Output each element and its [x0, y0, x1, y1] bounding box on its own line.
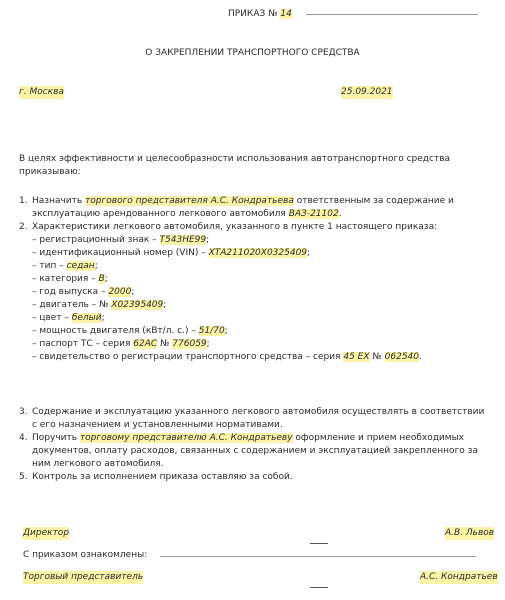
order-items-bottom — [19, 406, 489, 484]
employee-position-field[interactable]: Торговый представитель — [23, 572, 144, 582]
order-item-2: 2. Характеристики легкового автомобиля, указанного в пункте 1 настоящего приказа: – регистрационный знак – Т543НЕ99; – идентификационный номер (VIN) – ХТА211020Х0325409; – тип – седан; – категория – В; – год выпуска – 2000; – двигатель – № Х02395409; – цвет – белый; – мощность двигателя (кВт/л. с.) – 51/70; – паспорт ТС – серия 62АС № 776059; – свидетельство о регистрации транспортного средства – серия 45 ЕХ № 062540. — [19, 221, 489, 364]
year-field[interactable]: 2000 — [108, 287, 132, 297]
passport-number-field[interactable]: 776059 — [172, 339, 207, 349]
type-field[interactable]: седан — [66, 261, 95, 271]
char-vin: – идентификационный номер (VIN) – ХТА211020Х0325409; — [32, 248, 311, 258]
order-title — [228, 8, 292, 21]
plate-field[interactable]: Т543НЕ99 — [159, 235, 207, 245]
director-position-field[interactable]: Директор — [23, 528, 70, 538]
employee-signature-line[interactable] — [310, 587, 328, 588]
char-color: – цвет – белый; — [32, 313, 105, 323]
char-type: – тип – седан; — [32, 261, 98, 271]
char-year: – год выпуска – 2000; — [32, 287, 135, 297]
director-name-field[interactable]: А.В. Львов — [445, 528, 495, 538]
order-title-label: ПРИКАЗ № — [228, 9, 278, 19]
char-category: – категория – В; — [32, 274, 108, 284]
cert-series-field[interactable]: 45 ЕХ — [343, 352, 370, 362]
order-number[interactable]: 14 — [280, 9, 292, 19]
date-field[interactable]: 25.09.2021 — [341, 87, 393, 97]
order-item-5: 5. Контроль за исполнением приказа оставляю за собой. — [19, 472, 293, 482]
cert-number-field[interactable]: 062540 — [384, 352, 420, 362]
power-field[interactable]: 51/70 — [198, 326, 225, 336]
assigned-person-field[interactable]: торговому представителю А.С. Кондратьеву — [79, 433, 293, 443]
category-field[interactable]: В — [98, 274, 105, 284]
place-field[interactable]: г. Москва — [19, 87, 64, 97]
acquainted-rule — [160, 556, 476, 557]
order-item-3: 3. Содержание и эксплуатацию указанного легкового автомобиля осуществлять в соответствии с его назначением и установленными нормативами. — [19, 407, 485, 430]
acquainted-label: С приказом ознакомлены: — [23, 550, 148, 560]
responsible-person-field[interactable]: торгового представителя А.С. Кондратьева — [85, 196, 294, 206]
color-field[interactable]: белый — [71, 313, 102, 323]
order-item-1: 1. Назначить торгового представителя А.С. Кондратьева ответственным за содержание и эксплуатацию арендованного легкового автомобиля ВАЗ-21102. — [19, 196, 454, 219]
director-signature-line[interactable] — [310, 543, 328, 544]
char-certificate: – свидетельство о регистрации транспортного средства – серия 45 ЕХ № 062540. — [32, 352, 422, 362]
employee-name-field[interactable]: А.С. Кондратьев — [420, 572, 498, 582]
car-model-field[interactable]: ВАЗ-21102 — [288, 209, 339, 219]
engine-field[interactable]: Х02395409 — [111, 300, 164, 310]
char-engine: – двигатель – № Х02395409; — [32, 300, 167, 310]
char-power: – мощность двигателя (кВт/л. с.) – 51/70; — [32, 326, 228, 336]
char-plate: – регистрационный знак – Т543НЕ99; — [32, 235, 210, 245]
order-subject: О ЗАКРЕПЛЕНИИ ТРАНСПОРТНОГО СРЕДСТВА — [145, 48, 360, 58]
order-items-top — [19, 195, 489, 364]
char-passport: – паспорт ТС – серия 62АС № 776059; — [32, 339, 210, 349]
vin-field[interactable]: ХТА211020Х0325409 — [208, 248, 308, 258]
passport-series-field[interactable]: 62АС — [133, 339, 158, 349]
order-item-4: 4. Поручить торговому представителю А.С. Кондратьеву оформление и прием необходимых документов, оплату расходов, связанных с содержанием и эксплуатацией закрепленного за ним легкового автомобиля. — [19, 433, 478, 469]
intro-paragraph: В целях эффективности и целесообразности использования автотранспортного средства приказываю: — [19, 154, 451, 177]
title-rule — [306, 14, 478, 15]
car-characteristics-list — [32, 234, 489, 364]
